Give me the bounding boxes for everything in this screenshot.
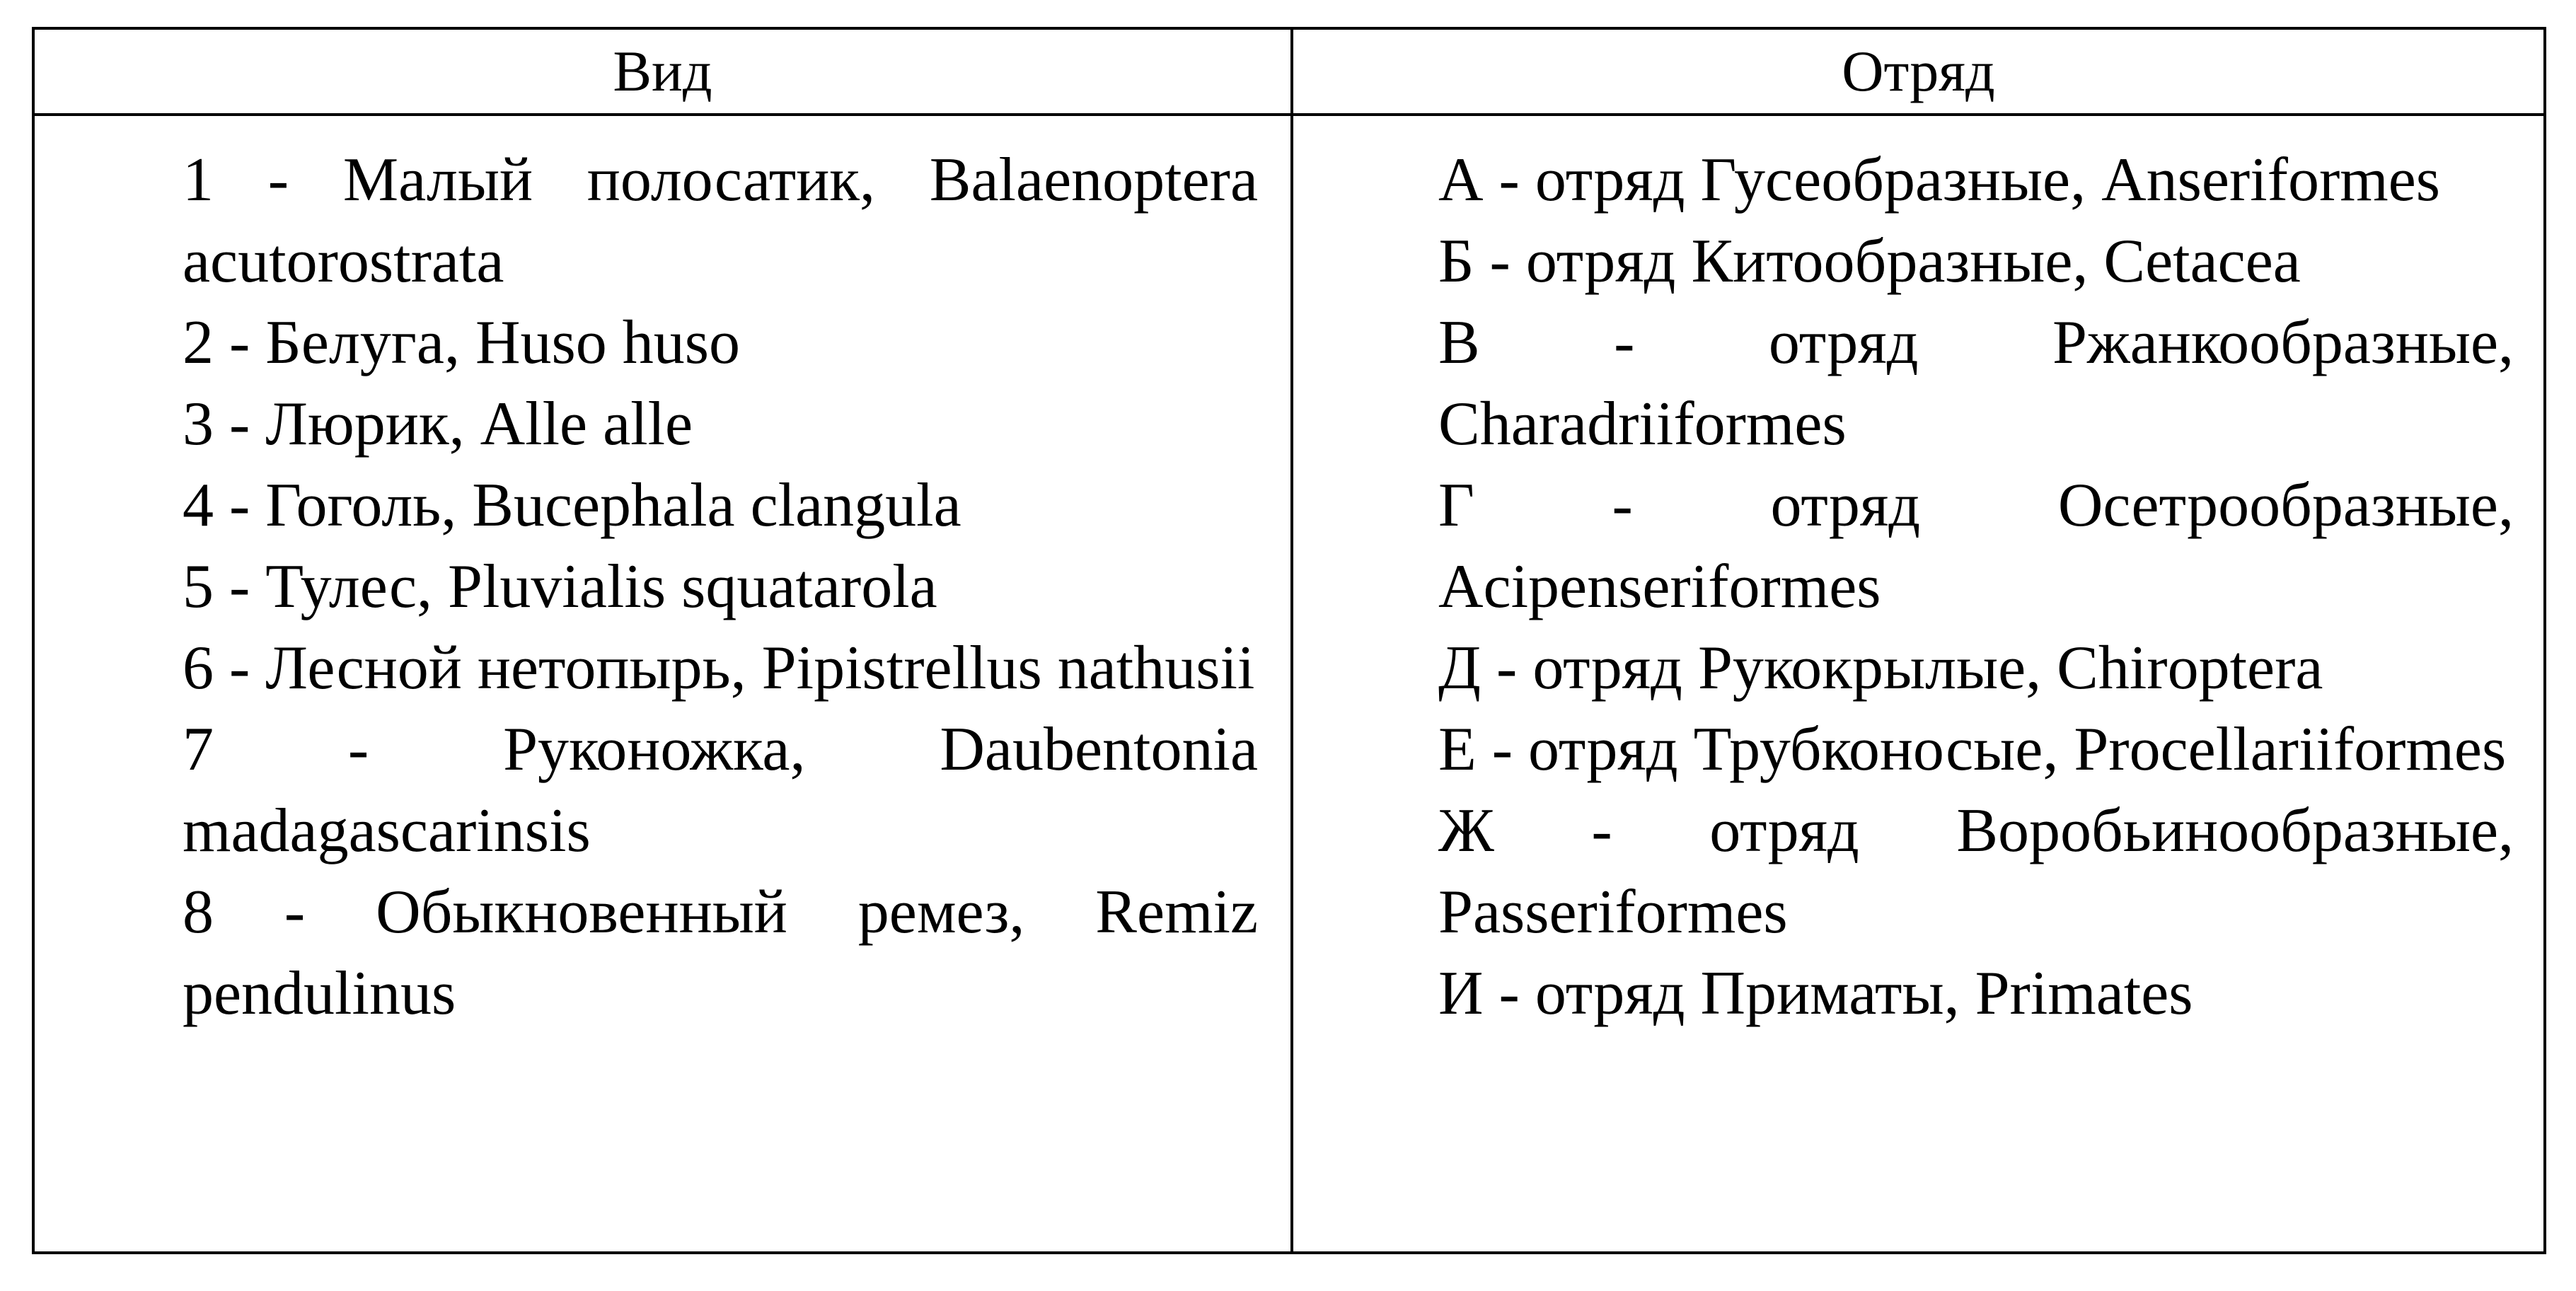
order-item-g: Г - отряд Осетрообразные, Acipenseriformes (1438, 471, 2514, 621)
order-item-zh: Ж - отряд Воробьинообразные, Passeriformes (1438, 797, 2514, 946)
species-item-7: 7 - Руконожка, Daubentonia madagascarinsis (183, 715, 1258, 865)
column-divider (1290, 30, 1293, 1251)
species-column (183, 116, 1258, 1034)
species-item-5: 5 - Тулес, Pluvialis squatarola (183, 552, 937, 621)
header-species: Вид (613, 39, 712, 103)
species-item-3: 3 - Люрик, Alle alle (183, 390, 693, 458)
order-item-b: Б - отряд Китообразные, Cetacea (1438, 227, 2301, 296)
species-item-4: 4 - Гоголь, Bucephala clangula (183, 471, 961, 540)
species-item-8: 8 - Обыкновенный ремез, Remiz pendulinus (183, 878, 1258, 1028)
order-item-i: И - отряд Приматы, Primates (1438, 959, 2193, 1028)
species-item-6: 6 - Лесной нетопырь, Pipistrellus nathusii (183, 634, 1255, 702)
order-column (1438, 116, 2514, 1034)
species-item-1: 1 - Малый полосатик, Balaenoptera acutorostrata (183, 146, 1258, 296)
order-item-v: В - отряд Ржанкообразные, Charadriiformes (1438, 308, 2514, 458)
order-item-a: А - отряд Гусеобразные, Anseriformes (1438, 146, 2441, 214)
matching-table (32, 27, 2546, 1254)
header-order: Отряд (1842, 39, 1995, 103)
order-item-e: Е - отряд Трубконосые, Procellariiformes (1438, 715, 2507, 784)
order-item-d: Д - отряд Рукокрылые, Chiroptera (1438, 634, 2323, 702)
species-item-2: 2 - Белуга, Huso huso (183, 308, 741, 377)
